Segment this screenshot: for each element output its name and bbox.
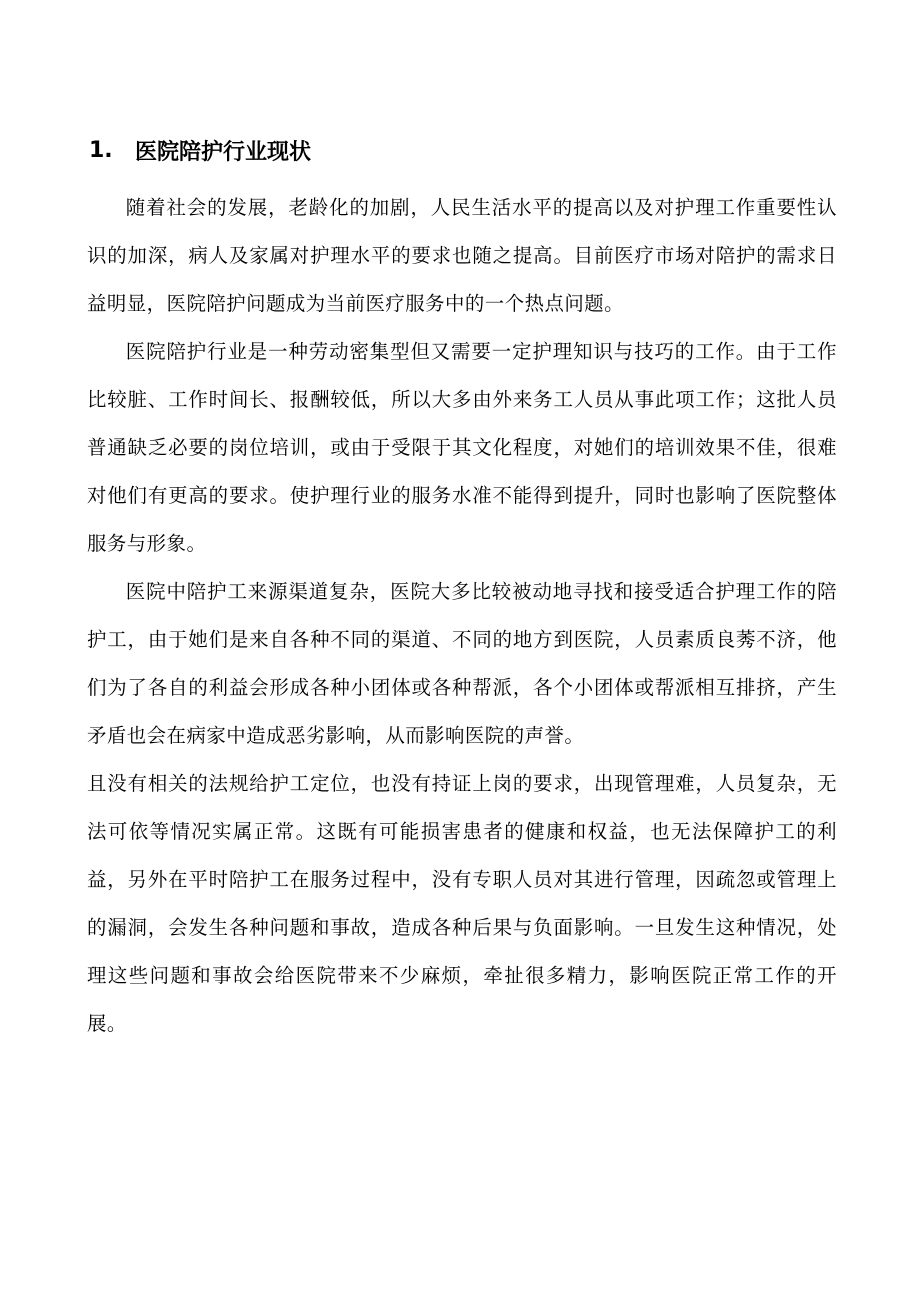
section-heading	[89, 130, 311, 170]
paragraph: 随着社会的发展，老龄化的加剧，人民生活水平的提高以及对护理工作重要性认识的加深，病人及家属对护理水平的要求也随之提高。目前医疗市场对陪护的需求日益明显，医院陪护问题成为当前医疗服务中的一个热点问题。	[87, 196, 837, 315]
paragraph: 且没有相关的法规给护工定位，也没有持证上岗的要求，出现管理难，人员复杂，无法可依等情况实属正常。这既有可能损害患者的健康和权益，也无法保障护工的利益，另外在平时陪护工在服务过程中，没有专职人员对其进行管理，因疏忽或管理上的漏洞，会发生各种问题和事故，造成各种后果与负面影响。一旦发生这种情况，处理这些问题和事故会给医院带来不少麻烦，牵扯很多精力，影响医院正常工作的开展。	[87, 772, 837, 1035]
paragraph: 医院中陪护工来源渠道复杂，医院大多比较被动地寻找和接受适合护理工作的陪护工，由于她们是来自各种不同的渠道、不同的地方到医院，人员素质良莠不济，他们为了各自的利益会形成各种小团体或各种帮派，各个小团体或帮派相互排挤，产生矛盾也会在病家中造成恶劣影响，从而影响医院的声誉。	[87, 580, 837, 747]
section-title: 医院陪护行业现状	[135, 139, 312, 165]
section-number: 1.	[89, 137, 113, 163]
paragraph: 医院陪护行业是一种劳动密集型但又需要一定护理知识与技巧的工作。由于工作比较脏、工作时间长、报酬较低，所以大多由外来务工人员从事此项工作；这批人员普通缺乏必要的岗位培训，或由于受限于其文化程度，对她们的培训效果不佳，很难对他们有更高的要求。使护理行业的服务水准不能得到提升，同时也影响了医院整体服务与形象。	[87, 340, 837, 555]
section-body	[87, 184, 837, 1048]
